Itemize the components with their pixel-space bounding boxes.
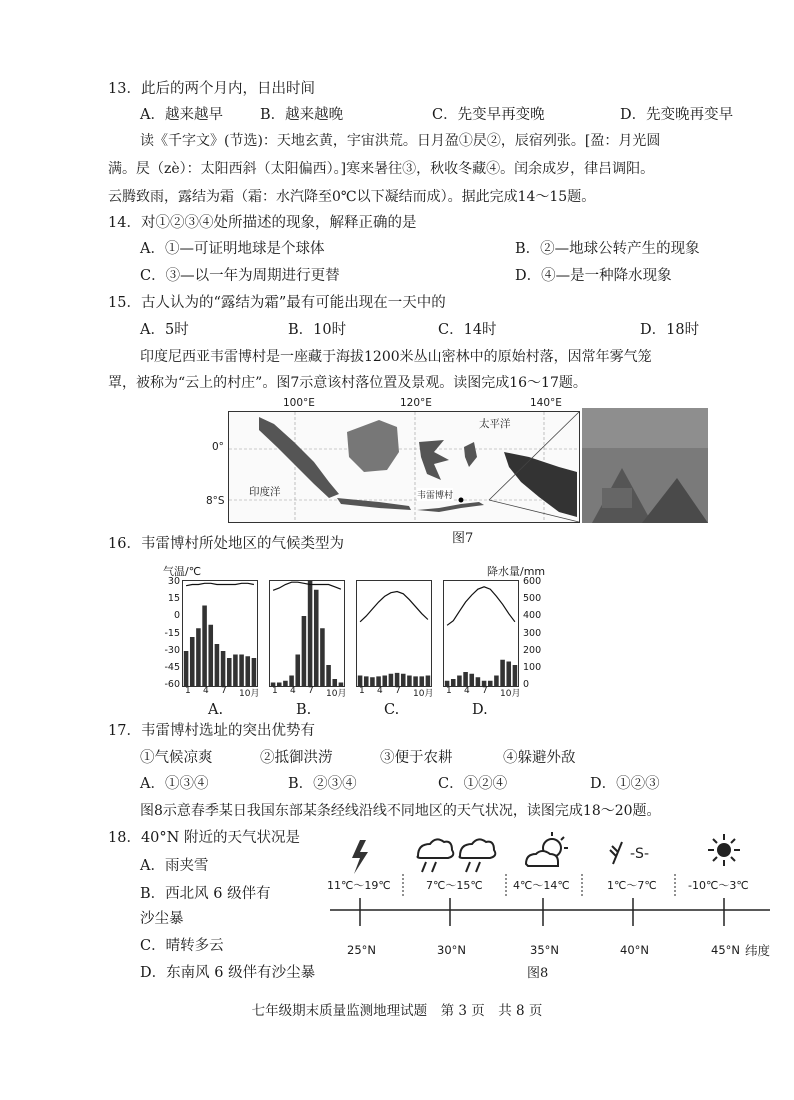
climate-chart-c [356, 580, 432, 687]
precip-bar [401, 674, 406, 686]
q17-item-3: ③便于农耕 [380, 750, 453, 766]
temp-tick-label: 30 [167, 576, 180, 587]
precip-bar [389, 674, 394, 686]
lat-25n: 25°N [347, 943, 376, 957]
map-drawing [229, 412, 579, 522]
q13-stem: 13．此后的两个月内，日出时间 [108, 81, 315, 97]
q17-item-1: ①气候凉爽 [140, 750, 213, 766]
passage3: 图8示意春季某日我国东部某条经线沿线不同地区的天气状况，读图完成18～20题。 [140, 803, 661, 819]
fig7-caption: 图7 [452, 531, 474, 546]
precip-bar [451, 679, 456, 686]
rain-icon-2 [460, 839, 496, 872]
climate-chart-c-svg [357, 581, 431, 686]
svg-text:-S-: -S- [630, 846, 649, 862]
climate-chart-a-svg [183, 581, 257, 686]
q18-stem: 18．40°N 附近的天气状况是 [108, 830, 300, 846]
month-tick-label: 7 [482, 686, 488, 696]
precip-tick-label: 500 [523, 593, 542, 605]
partly-cloudy-icon [526, 832, 568, 866]
precip-bar [457, 676, 462, 687]
indonesia-map [228, 411, 580, 523]
temp-tick-label: -15 [164, 627, 180, 639]
precip-bar [196, 628, 201, 686]
page-footer: 七年级期末质量监测地理试题 第 3 页 共 8 页 [251, 1003, 543, 1019]
month-tick-label: 4 [290, 686, 296, 696]
lon-label-120: 120°E [400, 397, 432, 409]
temperature-line [447, 587, 515, 626]
temp-tick-label: 0 [173, 610, 180, 622]
precip-bar [488, 681, 493, 686]
precip-bar [513, 665, 518, 686]
precip-bar [245, 656, 250, 686]
q14-option-d: D．④—是一种降水现象 [515, 268, 672, 284]
precip-bar [413, 676, 418, 686]
passage1-line3: 云腾致雨，露结为霜（霜：水汽降至0℃以下凝结而成）。据此完成14～15题。 [108, 189, 596, 205]
precip-bar [419, 676, 424, 686]
temp-range-25: 11℃～19℃ [327, 879, 391, 892]
precip-tick-label: 400 [523, 610, 542, 622]
chart-letter-d: D. [472, 702, 488, 718]
q17-option-d: D．①②③ [590, 776, 660, 792]
month-tick-label: 10月 [500, 689, 521, 699]
q18-option-d: D．东南风 6 级伴有沙尘暴 [140, 965, 316, 981]
temp-tick-label: -45 [164, 661, 180, 673]
q17-item-4: ④躲避外敌 [503, 750, 576, 766]
q17-option-b: B．②③④ [288, 776, 357, 792]
q18-option-c: C．晴转多云 [140, 938, 224, 954]
precip-bar [227, 658, 232, 686]
lat-unit-label: 纬度 [745, 943, 771, 958]
sunny-icon [708, 834, 740, 866]
precip-bar [289, 676, 294, 687]
q15-option-d: D．18时 [640, 322, 700, 338]
chart-letter-b: B. [296, 702, 312, 718]
sulawesi-island [419, 440, 449, 480]
month-tick-label: 1 [185, 686, 191, 696]
precip-bar [364, 676, 369, 686]
precip-axis-label: 降水量/mm [487, 565, 546, 578]
temp-tick-label: -60 [164, 679, 180, 690]
month-tick-label: 1 [359, 686, 365, 696]
precip-tick-label: 600 [523, 576, 542, 587]
chart-letter-c: C. [384, 702, 400, 718]
pacific-ocean-label: 太平洋 [479, 418, 511, 430]
precip-bar [184, 651, 189, 686]
rain-icon-1 [418, 839, 454, 872]
fig8-caption: 图8 [527, 966, 549, 981]
precip-bar [506, 662, 511, 687]
lat-35n: 35°N [530, 943, 559, 957]
lat-label-0: 0° [212, 441, 224, 453]
passage2-line2: 罩，被称为“云上的村庄”。图7示意该村落位置及景观。读图完成16～17题。 [108, 375, 587, 391]
precip-bar [208, 625, 213, 686]
q18-option-a: A．雨夹雪 [140, 858, 209, 874]
precip-bar [407, 676, 412, 687]
precip-bar [494, 676, 499, 687]
passage1-line1: 读《千字文》(节选)：天地玄黄，宇宙洪荒。日月盈①昃②，辰宿列张。[盈：月光圆 [140, 133, 661, 149]
q14-option-b: B．②—地球公转产生的现象 [515, 241, 700, 257]
precip-bar [215, 644, 220, 686]
q17-option-c: C．①②④ [438, 776, 508, 792]
month-tick-label: 1 [446, 686, 452, 696]
lon-label-100: 100°E [283, 397, 315, 409]
lat-45n: 45°N [711, 943, 740, 957]
wind-sandstorm-icon [610, 842, 649, 864]
village-label: 韦雷博村 [417, 488, 453, 501]
q17-stem: 17．韦雷博村选址的突出优势有 [108, 723, 315, 739]
photo-texture [582, 408, 708, 523]
indian-ocean-label: 印度洋 [249, 486, 281, 498]
precip-bar [239, 655, 244, 687]
maluku-islands [464, 442, 477, 467]
precip-bar [476, 677, 481, 686]
q14-option-c: C．③—以一年为周期进行更替 [140, 268, 340, 284]
temp-tick-label: -30 [164, 644, 180, 656]
precip-bar [332, 679, 337, 686]
thunder-icon [352, 840, 368, 874]
temperature-line [273, 582, 341, 590]
sunda-islands [417, 502, 484, 512]
climate-chart-b [269, 580, 345, 687]
precip-tick-label: 100 [523, 661, 542, 673]
precip-bar [295, 655, 300, 687]
q14-stem: 14．对①②③④处所描述的现象，解释正确的是 [108, 215, 417, 231]
papua-island [504, 452, 577, 517]
precip-bar [376, 676, 381, 686]
month-tick-label: 10月 [413, 689, 434, 699]
q13-option-c: C．先变早再变晚 [432, 107, 545, 123]
q15-option-a: A．5时 [140, 322, 189, 338]
temp-tick-label: 15 [167, 593, 180, 605]
precip-bar [326, 665, 331, 686]
precip-bar [358, 676, 363, 687]
q17-option-a: A．①③④ [140, 776, 209, 792]
climate-chart-a [182, 580, 258, 687]
temp-range-35: 4℃～14℃ [513, 879, 570, 892]
passage1-line2: 满。昃（zè）：太阳西斜（太阳偏西）。]寒来暑往③，秋收冬藏④。闰余成岁，律吕调阳。 [108, 161, 655, 177]
precip-tick-label: 0 [523, 679, 530, 690]
month-tick-label: 10月 [326, 689, 347, 699]
precip-bar [283, 681, 288, 686]
precip-bar [395, 673, 400, 686]
temp-axis-label: 气温/℃ [163, 565, 202, 578]
precip-bar [202, 606, 207, 687]
q15-option-c: C．14时 [438, 322, 497, 338]
temp-range-45: -10℃～3℃ [688, 879, 749, 892]
temperature-line [186, 583, 254, 585]
precip-bar [221, 651, 226, 686]
lat-30n: 30°N [437, 943, 466, 957]
chart-letter-a: A. [208, 702, 224, 718]
climate-chart-b-svg [270, 581, 344, 686]
q13-option-b: B．越来越晚 [260, 107, 344, 123]
lon-label-140: 140°E [530, 397, 562, 409]
precip-tick-label: 300 [523, 627, 542, 639]
temperature-line [360, 592, 428, 622]
q14-option-a: A．①—可证明地球是个球体 [140, 241, 325, 257]
precip-bar [382, 676, 387, 687]
month-tick-label: 4 [377, 686, 383, 696]
precip-bar [469, 674, 474, 686]
precip-bar [463, 672, 468, 686]
precip-bar [302, 616, 307, 686]
month-tick-label: 7 [395, 686, 401, 696]
lat-40n: 40°N [620, 943, 649, 957]
village-photo [582, 408, 708, 523]
month-tick-label: 10月 [239, 689, 260, 699]
precip-bar [426, 676, 431, 687]
climate-chart-d [443, 580, 519, 687]
q18-option-b: B．西北风 6 级伴有 [140, 886, 271, 902]
passage2-line1: 印度尼西亚韦雷博村是一座藏于海拔1200米丛山密林中的原始村落，因常年雾气笼 [140, 349, 652, 365]
borneo-island [347, 420, 399, 472]
temp-range-30: 7℃～15℃ [426, 879, 483, 892]
month-tick-label: 4 [203, 686, 209, 696]
precip-tick-label: 200 [523, 644, 542, 656]
climate-chart-d-svg [444, 581, 518, 686]
lat-label-8s: 8°S [206, 495, 225, 507]
month-tick-label: 1 [272, 686, 278, 696]
precip-bar [314, 590, 319, 686]
q13-option-d: D．先变晚再变早 [620, 107, 734, 123]
precip-bar [252, 658, 257, 686]
month-tick-label: 4 [464, 686, 470, 696]
village-marker [459, 498, 464, 503]
precip-bar [370, 677, 375, 686]
precip-bar [308, 581, 313, 686]
precip-bar [233, 655, 238, 687]
month-tick-label: 7 [308, 686, 314, 696]
q13-option-a: A．越来越早 [140, 107, 223, 123]
temp-range-40: 1℃～7℃ [607, 879, 657, 892]
q16-stem: 16．韦雷博村所处地区的气候类型为 [108, 536, 344, 552]
q15-stem: 15．古人认为的“露结为霜”最有可能出现在一天中的 [108, 295, 446, 311]
precip-bar [320, 628, 325, 686]
precip-bar [500, 660, 505, 686]
q18-option-b-cont: 沙尘暴 [140, 911, 184, 927]
q15-option-b: B．10时 [288, 322, 347, 338]
month-tick-label: 7 [221, 686, 227, 696]
q17-item-2: ②抵御洪涝 [260, 750, 333, 766]
precip-bar [190, 637, 195, 686]
